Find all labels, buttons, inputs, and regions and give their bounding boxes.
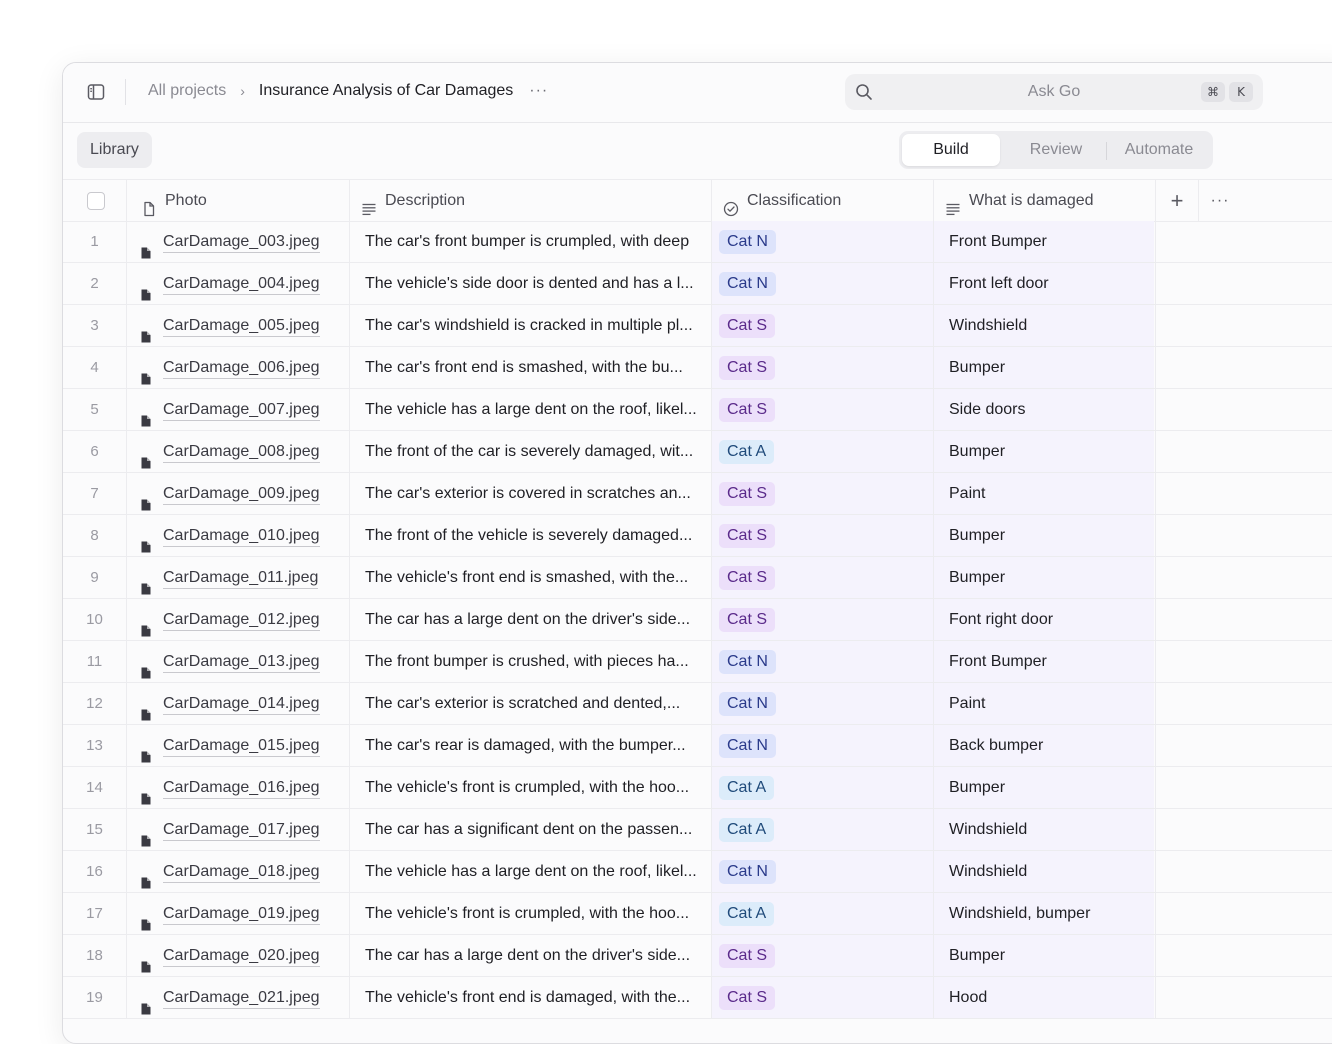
- column-label: Description: [385, 192, 466, 209]
- what-is-damaged-cell[interactable]: Paint: [949, 695, 986, 712]
- what-is-damaged-cell[interactable]: Font right door: [949, 611, 1054, 628]
- table-row[interactable]: [63, 515, 1332, 557]
- table-row[interactable]: [63, 557, 1332, 599]
- breadcrumb-all-projects[interactable]: All projects: [148, 82, 227, 99]
- photo-cell: [141, 515, 335, 556]
- command-key: ⌘: [1201, 82, 1225, 102]
- description-cell[interactable]: The car's rear is damaged, with the bumper...: [365, 737, 686, 754]
- table-header: [63, 179, 1332, 222]
- classification-badge: Cat N: [719, 230, 776, 254]
- search-placeholder: Ask Go: [1027, 83, 1081, 100]
- description-cell[interactable]: The vehicle's side door is dented and has a l...: [365, 275, 694, 292]
- photo-file-link[interactable]: CarDamage_005.jpeg: [163, 317, 320, 337]
- classification-cell[interactable]: [719, 263, 929, 304]
- file-icon: [141, 318, 151, 330]
- description-cell[interactable]: The car's windshield is cracked in multiple pl...: [365, 317, 693, 334]
- photo-file-link[interactable]: CarDamage_012.jpeg: [163, 611, 320, 631]
- classification-cell[interactable]: [719, 767, 929, 808]
- classification-cell[interactable]: [719, 431, 929, 472]
- classification-badge: Cat N: [719, 650, 776, 674]
- table-row[interactable]: [63, 473, 1332, 515]
- table-row[interactable]: [63, 935, 1332, 977]
- column-header-description[interactable]: [361, 180, 701, 221]
- what-is-damaged-cell[interactable]: Front Bumper: [949, 233, 1047, 250]
- tab-review[interactable]: Review: [1029, 141, 1083, 158]
- what-is-damaged-cell[interactable]: Bumper: [949, 947, 1006, 964]
- classification-cell[interactable]: [719, 557, 929, 598]
- file-icon: [141, 990, 151, 1002]
- what-is-damaged-cell[interactable]: Windshield: [949, 317, 1028, 334]
- classification-badge: Cat A: [719, 902, 774, 926]
- description-cell[interactable]: The vehicle's front is crumpled, with the hoo...: [365, 905, 690, 922]
- classification-badge: Cat S: [719, 398, 775, 422]
- classification-badge: Cat S: [719, 482, 775, 506]
- file-outline-icon: [141, 192, 157, 208]
- what-is-damaged-cell[interactable]: Bumper: [949, 527, 1006, 544]
- photo-file-link[interactable]: CarDamage_008.jpeg: [163, 443, 320, 463]
- description-cell[interactable]: The front of the vehicle is severely damaged...: [365, 527, 693, 544]
- description-cell[interactable]: The vehicle has a large dent on the roof, likel...: [365, 401, 697, 418]
- classification-badge: Cat N: [719, 860, 776, 884]
- photo-file-link[interactable]: CarDamage_006.jpeg: [163, 359, 320, 379]
- what-is-damaged-cell[interactable]: Bumper: [949, 779, 1006, 796]
- row-number: 14: [86, 779, 103, 796]
- table-row[interactable]: [63, 851, 1332, 893]
- more-options-icon[interactable]: ···: [529, 82, 549, 99]
- row-number: 3: [90, 317, 99, 334]
- row-number: 2: [90, 275, 99, 292]
- classification-cell[interactable]: [719, 935, 929, 976]
- column-header-classification[interactable]: [723, 180, 933, 221]
- classification-cell[interactable]: [719, 389, 929, 430]
- table-row[interactable]: [63, 977, 1332, 1019]
- photo-file-link[interactable]: CarDamage_003.jpeg: [163, 233, 320, 253]
- table-row[interactable]: [63, 725, 1332, 767]
- what-is-damaged-cell[interactable]: Bumper: [949, 359, 1006, 376]
- breadcrumb: [148, 82, 548, 100]
- top-bar: [63, 63, 1332, 123]
- photo-file-link[interactable]: CarDamage_019.jpeg: [163, 905, 320, 925]
- classification-badge: Cat S: [719, 608, 775, 632]
- photo-cell: [141, 851, 335, 892]
- what-is-damaged-cell[interactable]: Windshield: [949, 821, 1028, 838]
- what-is-damaged-cell[interactable]: Paint: [949, 485, 986, 502]
- classification-cell[interactable]: [719, 683, 929, 724]
- row-number: 17: [86, 905, 103, 922]
- file-icon: [141, 654, 151, 666]
- what-is-damaged-cell[interactable]: Bumper: [949, 443, 1006, 460]
- photo-file-link[interactable]: CarDamage_011.jpeg: [163, 569, 318, 589]
- photo-cell: [141, 557, 335, 598]
- file-icon: [141, 276, 151, 288]
- column-label: What is damaged: [969, 192, 1094, 209]
- file-icon: [141, 738, 151, 750]
- description-cell[interactable]: The car has a large dent on the driver's side...: [365, 611, 691, 628]
- description-cell[interactable]: The vehicle's front is crumpled, with the hoo...: [365, 779, 690, 796]
- row-number: 19: [86, 989, 103, 1006]
- description-cell[interactable]: The car's front end is smashed, with the bu...: [365, 359, 683, 376]
- photo-cell: [141, 725, 335, 766]
- app-window: [62, 62, 1332, 1044]
- photo-file-link[interactable]: CarDamage_010.jpeg: [163, 527, 320, 547]
- what-is-damaged-cell[interactable]: Front Bumper: [949, 653, 1047, 670]
- row-number: 8: [90, 527, 99, 544]
- table-row[interactable]: [63, 347, 1332, 389]
- chevron-right-icon: ›: [240, 83, 245, 99]
- tab-divider: [1106, 142, 1107, 160]
- row-number: 6: [90, 443, 99, 460]
- photo-cell: [141, 431, 335, 472]
- classification-cell[interactable]: [719, 347, 929, 388]
- what-is-damaged-cell[interactable]: Windshield: [949, 863, 1028, 880]
- shortcut-hint: [1201, 82, 1253, 102]
- photo-file-link[interactable]: CarDamage_020.jpeg: [163, 947, 320, 967]
- text-lines-icon: [361, 192, 377, 208]
- file-icon: [141, 906, 151, 918]
- file-icon: [141, 486, 151, 498]
- photo-cell: [141, 935, 335, 976]
- file-icon: [141, 234, 151, 246]
- tab-build[interactable]: Build: [902, 134, 1000, 166]
- classification-cell[interactable]: [719, 305, 929, 346]
- description-cell[interactable]: The vehicle has a large dent on the roof, likel...: [365, 863, 697, 880]
- check-circle-icon: [723, 192, 739, 208]
- column-label: Photo: [165, 192, 207, 209]
- row-number: 18: [86, 947, 103, 964]
- view-switcher: [899, 131, 1213, 169]
- classification-badge: Cat N: [719, 692, 776, 716]
- table-row[interactable]: [63, 641, 1332, 683]
- classification-cell[interactable]: [719, 725, 929, 766]
- classification-badge: Cat S: [719, 314, 775, 338]
- k-key: K: [1229, 82, 1253, 102]
- file-icon: [141, 528, 151, 540]
- search-input[interactable]: [845, 74, 1263, 110]
- table-row[interactable]: [63, 893, 1332, 935]
- column-header-what-is-damaged[interactable]: [945, 180, 1155, 221]
- photo-cell: [141, 263, 335, 304]
- file-icon: [141, 822, 151, 834]
- column-label: Classification: [747, 192, 842, 209]
- what-is-damaged-cell[interactable]: Back bumper: [949, 737, 1044, 754]
- classification-badge: Cat N: [719, 272, 776, 296]
- select-all-checkbox[interactable]: [87, 192, 105, 210]
- photo-file-link[interactable]: CarDamage_014.jpeg: [163, 695, 320, 715]
- photo-file-link[interactable]: CarDamage_021.jpeg: [163, 989, 320, 1009]
- description-cell[interactable]: The front bumper is crushed, with pieces ha...: [365, 653, 689, 670]
- photo-file-link[interactable]: CarDamage_015.jpeg: [163, 737, 320, 757]
- column-options-icon[interactable]: ···: [1210, 192, 1230, 209]
- classification-badge: Cat S: [719, 986, 775, 1010]
- row-number: 11: [86, 653, 103, 670]
- classification-cell[interactable]: [719, 977, 929, 1018]
- classification-cell[interactable]: [719, 599, 929, 640]
- description-cell[interactable]: The front of the car is severely damaged, wit...: [365, 443, 694, 460]
- file-icon: [141, 444, 151, 456]
- photo-file-link[interactable]: CarDamage_018.jpeg: [163, 863, 320, 883]
- file-icon: [141, 696, 151, 708]
- classification-badge: Cat A: [719, 776, 774, 800]
- table-row[interactable]: [63, 305, 1332, 347]
- table-row[interactable]: [63, 221, 1332, 263]
- photo-file-link[interactable]: CarDamage_016.jpeg: [163, 779, 320, 799]
- photo-file-link[interactable]: CarDamage_017.jpeg: [163, 821, 320, 841]
- what-is-damaged-cell[interactable]: Hood: [949, 989, 988, 1006]
- description-cell[interactable]: The car's front bumper is crumpled, with deep: [365, 233, 690, 250]
- table-row[interactable]: [63, 683, 1332, 725]
- column-header-photo[interactable]: [141, 180, 341, 221]
- description-cell[interactable]: The car's exterior is scratched and dented,...: [365, 695, 681, 712]
- description-cell[interactable]: The vehicle's front end is damaged, with the...: [365, 989, 691, 1006]
- file-icon: [141, 948, 151, 960]
- photo-file-link[interactable]: CarDamage_013.jpeg: [163, 653, 320, 673]
- description-cell[interactable]: The car's exterior is covered in scratches an...: [365, 485, 691, 502]
- row-number: 4: [90, 359, 99, 376]
- classification-cell[interactable]: [719, 893, 929, 934]
- row-number: 7: [90, 485, 99, 502]
- add-column-button[interactable]: +: [1170, 188, 1184, 213]
- classification-cell[interactable]: [719, 641, 929, 682]
- photo-cell: [141, 893, 335, 934]
- tab-automate[interactable]: Automate: [1124, 141, 1194, 158]
- what-is-damaged-cell[interactable]: Bumper: [949, 569, 1006, 586]
- photo-file-link[interactable]: CarDamage_007.jpeg: [163, 401, 320, 421]
- file-icon: [141, 780, 151, 792]
- file-icon: [141, 402, 151, 414]
- classification-badge: Cat S: [719, 524, 775, 548]
- classification-cell[interactable]: [719, 851, 929, 892]
- photo-file-link[interactable]: CarDamage_004.jpeg: [163, 275, 320, 295]
- classification-badge: Cat S: [719, 944, 775, 968]
- what-is-damaged-cell[interactable]: Windshield, bumper: [949, 905, 1091, 922]
- photo-cell: [141, 599, 335, 640]
- photo-cell: [141, 305, 335, 346]
- classification-cell[interactable]: [719, 473, 929, 514]
- photo-file-link[interactable]: CarDamage_009.jpeg: [163, 485, 320, 505]
- row-number: 16: [86, 863, 103, 880]
- file-icon: [141, 612, 151, 624]
- classification-cell[interactable]: [719, 221, 929, 262]
- topbar-divider: [125, 79, 126, 105]
- row-number: 12: [86, 695, 103, 712]
- photo-cell: [141, 977, 335, 1018]
- classification-badge: Cat N: [719, 734, 776, 758]
- row-number: 5: [90, 401, 99, 418]
- photo-cell: [141, 809, 335, 850]
- toolbar: [63, 123, 1332, 179]
- classification-cell[interactable]: [719, 809, 929, 850]
- photo-cell: [141, 641, 335, 682]
- classification-badge: Cat S: [719, 566, 775, 590]
- what-is-damaged-cell[interactable]: Front left door: [949, 275, 1049, 292]
- row-number: 15: [86, 821, 103, 838]
- photo-cell: [141, 347, 335, 388]
- row-number: 1: [90, 233, 99, 250]
- classification-badge: Cat A: [719, 818, 774, 842]
- description-cell[interactable]: The car has a significant dent on the passen...: [365, 821, 693, 838]
- sidebar-toggle-icon[interactable]: [87, 83, 105, 101]
- table-row[interactable]: [63, 809, 1332, 851]
- table-row[interactable]: [63, 767, 1332, 809]
- description-cell[interactable]: The car has a large dent on the driver's side...: [365, 947, 691, 964]
- file-icon: [141, 570, 151, 582]
- table-row[interactable]: [63, 389, 1332, 431]
- file-icon: [141, 360, 151, 372]
- row-number: 9: [90, 569, 99, 586]
- text-lines-icon: [945, 192, 961, 208]
- photo-cell: [141, 389, 335, 430]
- table-row[interactable]: [63, 263, 1332, 305]
- page-title: Insurance Analysis of Car Damages: [258, 82, 514, 99]
- description-cell[interactable]: The vehicle's front end is smashed, with the...: [365, 569, 689, 586]
- photo-cell: [141, 683, 335, 724]
- library-button[interactable]: Library: [77, 132, 152, 168]
- photo-cell: [141, 767, 335, 808]
- what-is-damaged-cell[interactable]: Side doors: [949, 401, 1026, 418]
- table-row[interactable]: [63, 599, 1332, 641]
- classification-cell[interactable]: [719, 515, 929, 556]
- table-row[interactable]: [63, 431, 1332, 473]
- photo-cell: [141, 221, 335, 262]
- classification-badge: Cat S: [719, 356, 775, 380]
- classification-badge: Cat A: [719, 440, 774, 464]
- row-number: 10: [86, 611, 103, 628]
- row-number: 13: [86, 737, 103, 754]
- file-icon: [141, 864, 151, 876]
- photo-cell: [141, 473, 335, 514]
